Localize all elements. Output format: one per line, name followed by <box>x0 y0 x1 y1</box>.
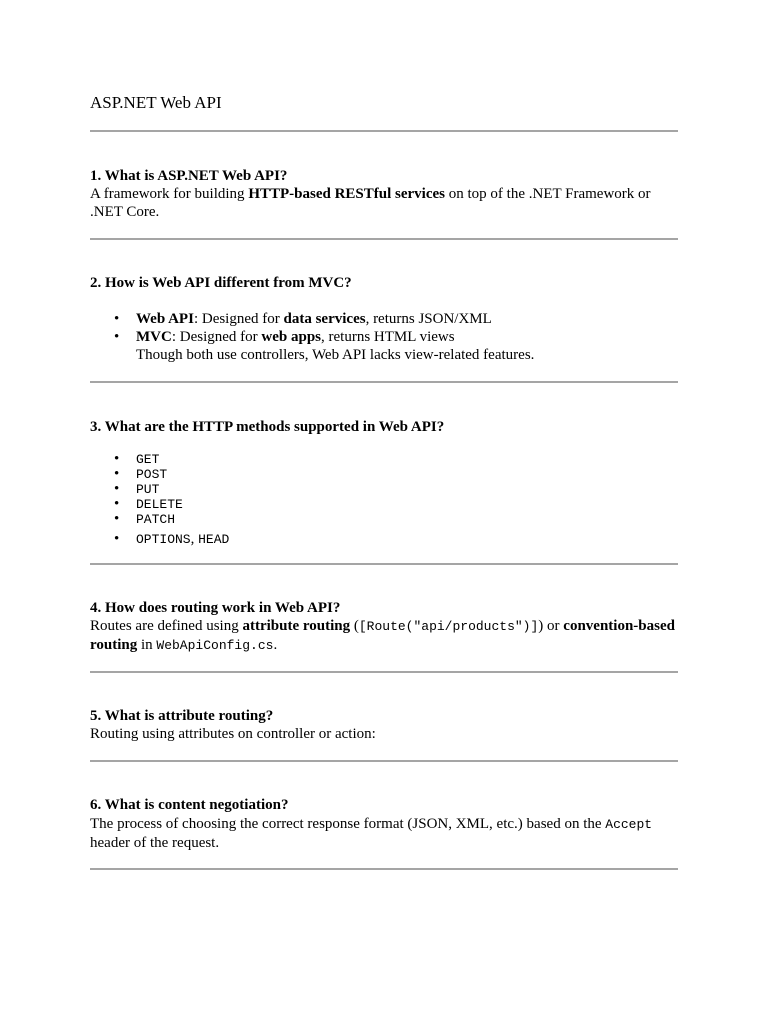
question-6: 6. What is content negotiation? <box>90 797 289 813</box>
http-method: POST <box>136 467 168 482</box>
http-method: OPTIONS <box>136 532 191 547</box>
answer-6: The process of choosing the correct response format (JSON, XML, etc.) based on the Accept header of the request. <box>90 816 653 851</box>
question-1: 1. What is ASP.NET Web API? <box>90 168 288 184</box>
question-2: 2. How is Web API different from MVC? <box>90 275 352 291</box>
answer-5: Routing using attributes on controller or action: <box>90 726 376 742</box>
page-title: ASP.NET Web API <box>90 93 222 112</box>
bullet-icon: • <box>114 481 120 497</box>
comparison-list <box>90 310 678 364</box>
list-item <box>90 497 678 512</box>
question-4: 4. How does routing work in Web API? <box>90 600 341 616</box>
http-method: GET <box>136 452 160 467</box>
http-methods-list <box>90 452 678 549</box>
bullet-icon: • <box>114 511 120 527</box>
divider <box>90 130 678 132</box>
list-item <box>90 482 678 497</box>
divider <box>90 760 678 762</box>
divider <box>90 563 678 565</box>
answer-4: Routes are defined using attribute routing ([Route("api/products")]) or convention-based routing in WebApiConfig.cs. <box>90 618 675 653</box>
bullet-icon: • <box>114 496 120 512</box>
inline-code: WebApiConfig.cs <box>156 638 274 653</box>
question-5: 5. What is attribute routing? <box>90 708 274 724</box>
bullet-icon: • <box>114 451 120 467</box>
bullet-icon: • <box>114 311 120 327</box>
list-item: • OPTIONS, HEAD <box>114 531 230 547</box>
comparison-note: Though both use controllers, Web API lacks view-related features. <box>136 347 535 363</box>
http-method: PUT <box>136 482 160 497</box>
divider <box>90 381 678 383</box>
divider <box>90 671 678 673</box>
http-method: PATCH <box>136 512 176 527</box>
http-method: DELETE <box>136 497 183 512</box>
list-item <box>90 512 678 527</box>
bullet-icon: • <box>114 466 120 482</box>
bullet-icon: • <box>114 531 120 547</box>
divider <box>90 868 678 870</box>
bullet-icon: • <box>114 329 120 345</box>
answer-1: A framework for building HTTP-based RESTful services on top of the .NET Framework or .NET Core. <box>90 186 651 220</box>
list-item: • Web API: Designed for data services, returns JSON/XML <box>114 311 492 327</box>
question-3: 3. What are the HTTP methods supported in Web API? <box>90 419 445 435</box>
list-item <box>90 467 678 482</box>
list-item <box>90 452 678 467</box>
inline-code: [Route("api/products")] <box>358 619 539 634</box>
list-item: • MVC: Designed for web apps, returns HTML views Though both use controllers, Web API lacks view-related features. <box>114 329 535 363</box>
http-method: HEAD <box>198 532 230 547</box>
divider <box>90 238 678 240</box>
inline-code: Accept <box>605 817 653 832</box>
